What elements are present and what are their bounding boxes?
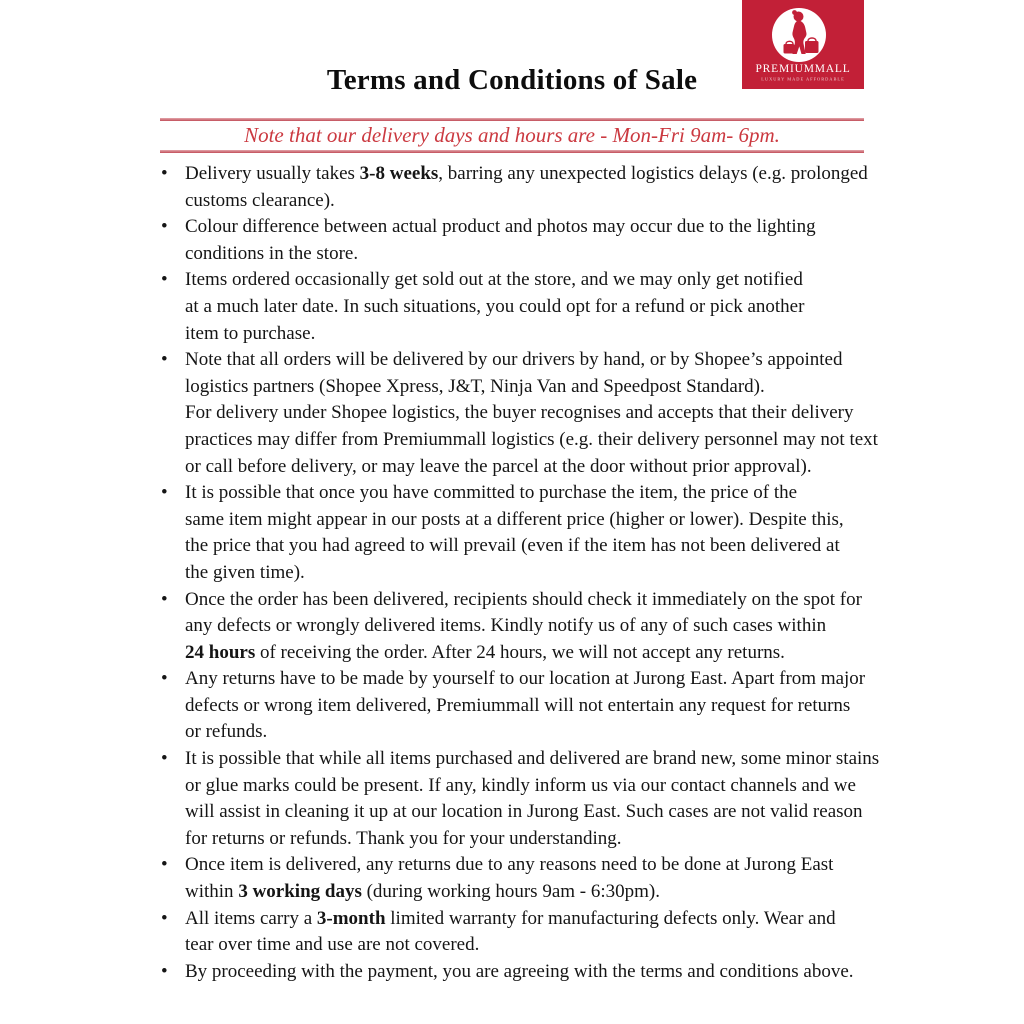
term-text: Items ordered occasionally get sold out at the store, and we may only get notified at a much later date. In such situations, you could opt for a refund or pick another item to purchase. xyxy=(185,269,805,344)
delivery-note: Note that our delivery days and hours are - Mon-Fri 9am- 6pm. xyxy=(244,123,780,147)
bullet-marker: • xyxy=(161,349,168,371)
term-item xyxy=(160,161,872,214)
bullet-marker: • xyxy=(161,163,168,184)
bullet-marker: • xyxy=(161,269,168,291)
bullet-marker: • xyxy=(161,588,168,610)
bullet-marker: • xyxy=(161,482,168,504)
bullet-marker: • xyxy=(161,216,168,238)
delivery-note-block xyxy=(160,118,864,153)
term-item xyxy=(160,214,872,267)
term-text: Any returns have to be made by yourself to our location at Jurong East. Apart from major defects or wrong item delivered, Premiummall will not entertain any request for returns or refunds. xyxy=(185,668,866,743)
term-item xyxy=(160,347,878,480)
term-text: It is possible that once you have committed to purchase the item, the price of the same item might appear in our posts at a different price (higher or lower). Despite this, the price that you had agreed to will prevail (even if the item has not been delivered at the given time). xyxy=(185,482,844,583)
term-text: Colour difference between actual product and photos may occur due to the lighting conditions in the store. xyxy=(185,216,816,264)
brand-name: PREMIUMMALL xyxy=(755,63,851,75)
bullet-marker: • xyxy=(161,668,168,690)
term-item xyxy=(160,746,880,852)
term-item xyxy=(160,959,872,986)
term-text: Once the order has been delivered, recipients should check it immediately on the spot for any defects or wrongly delivered items. Kindly notify us of any of such cases within 24 hours of receiving the order. After 24 hours, we will not accept any returns. xyxy=(185,588,862,663)
bullet-marker: • xyxy=(161,854,168,876)
bullet-marker: • xyxy=(161,748,168,770)
term-item xyxy=(160,906,872,959)
term-text: Note that all orders will be delivered by our drivers by hand, or by Shopee’s appointed logistics partners (Shopee Xpress, J&T, Ninja Van and Speedpost Standard). For delivery under Shopee logistics, the buyer recognises and accepts that their delivery practices may differ from Premiummall logistics (e.g. their delivery personnel may not text or call before delivery, or may leave the parcel at the door without prior approval). xyxy=(185,349,878,477)
term-text: By proceeding with the payment, you are agreeing with the terms and conditions above. xyxy=(185,960,854,982)
bullet-marker: • xyxy=(161,907,168,929)
term-item xyxy=(160,587,872,667)
brand-tagline: LUXURY MADE AFFORDABLE xyxy=(761,76,845,82)
terms-list xyxy=(160,161,880,985)
term-item xyxy=(160,480,872,586)
term-text: Once item is delivered, any returns due to any reasons need to be done at Jurong East within 3 working days (during working hours 9am - 6:30pm). xyxy=(185,854,834,903)
term-text: Delivery usually takes 3-8 weeks, barring any unexpected logistics delays (e.g. prolonged customs clearance). xyxy=(185,163,868,211)
term-item xyxy=(160,852,872,905)
term-item xyxy=(160,267,872,347)
term-text: All items carry a 3-month limited warranty for manufacturing defects only. Wear and tear over time and use are not covered. xyxy=(185,907,836,956)
term-text: It is possible that while all items purchased and delivered are brand new, some minor stains or glue marks could be present. If any, kindly inform us via our contact channels and we will assist in cleaning it up at our location in Jurong East. Such cases are not valid reason for returns or refunds. Thank you for your understanding. xyxy=(185,748,880,849)
divider-bottom xyxy=(160,150,864,153)
page-title: Terms and Conditions of Sale xyxy=(326,64,698,96)
term-item xyxy=(160,666,872,746)
bullet-marker: • xyxy=(161,960,168,982)
